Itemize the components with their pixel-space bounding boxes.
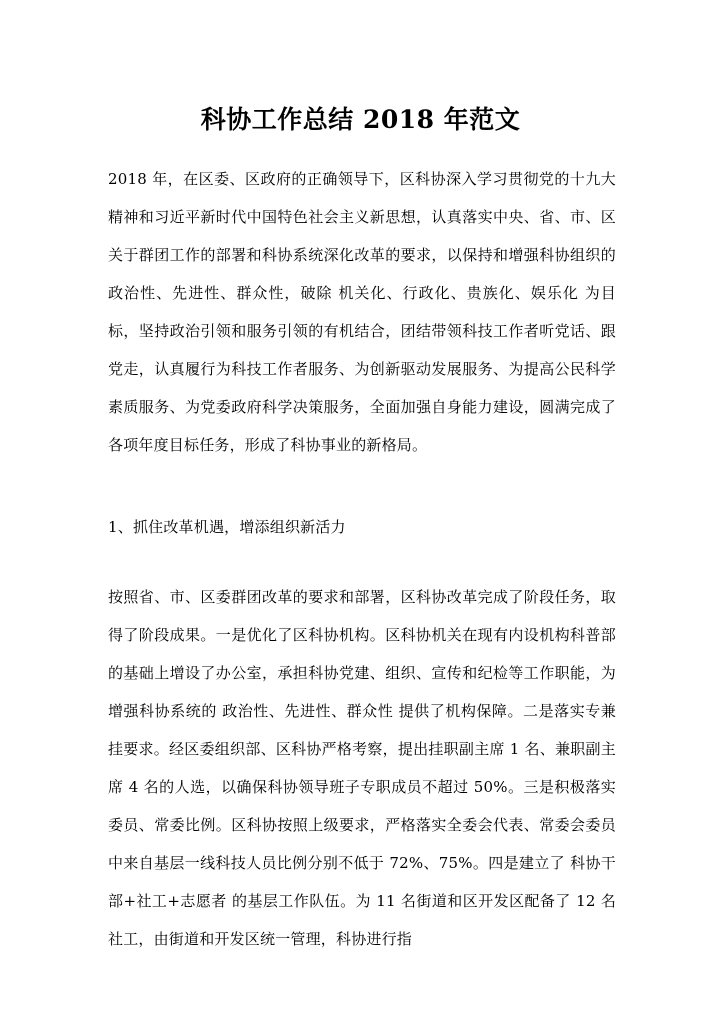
paragraph-section-1-body: 按照省、市、区委群团改革的要求和部署，区科协改革完成了阶段任务，取得了阶段成果。一是优化了区科协机构。区科协机关在现有内设机构科普部的基础上增设了办公室，承担科协党建、组织、宣传和纪检等工作职能，为增强科协系统的 政治性、先进性、群众性 提供了机构保障。二是落实专兼挂要求。经区委组织部、区科协严格考察，提出挂职副主席 1 名、兼职副主席 4 名的人选，以确保科协领导班子专职成员不超过 50%。三是积极落实委员、常委比例。区科协按照上级要求，严格落实全委会代表、常委会委员中来自基层一线科技人员比例分别不低于 72%、75%。四是建立了 科协干部+社工+志愿者 的基层工作队伍。为 11 名街道和区开发区配备了 12 名社工，由街道和开发区统一管理，科协进行指: [108, 588, 616, 948]
page-title: 科协工作总结 2018 年范文: [200, 104, 521, 134]
paragraph-intro: 2018 年，在区委、区政府的正确领导下，区科协深入学习贯彻党的十九大精神和习近平新时代中国特色社会主义新思想，认真落实中央、省、市、区关于群团工作的部署和科协系统深化改革的要求，以保持和增强科协组织的政治性、先进性、群众性，破除 机关化、行政化、贵族化、娱乐化 为目标，坚持政治引领和服务引领的有机结合，团结带领科技工作者听党话、跟党走，认真履行为科技工作者服务、为创新驱动发展服务、为提高公民科学素质服务、为党委政府科学决策服务，全面加强自身能力建设，圆满完成了各项年度目标任务，形成了科协事业的新格局。: [108, 170, 616, 454]
section-heading-1: 1、抓住改革机遇，增添组织新活力: [108, 518, 346, 536]
